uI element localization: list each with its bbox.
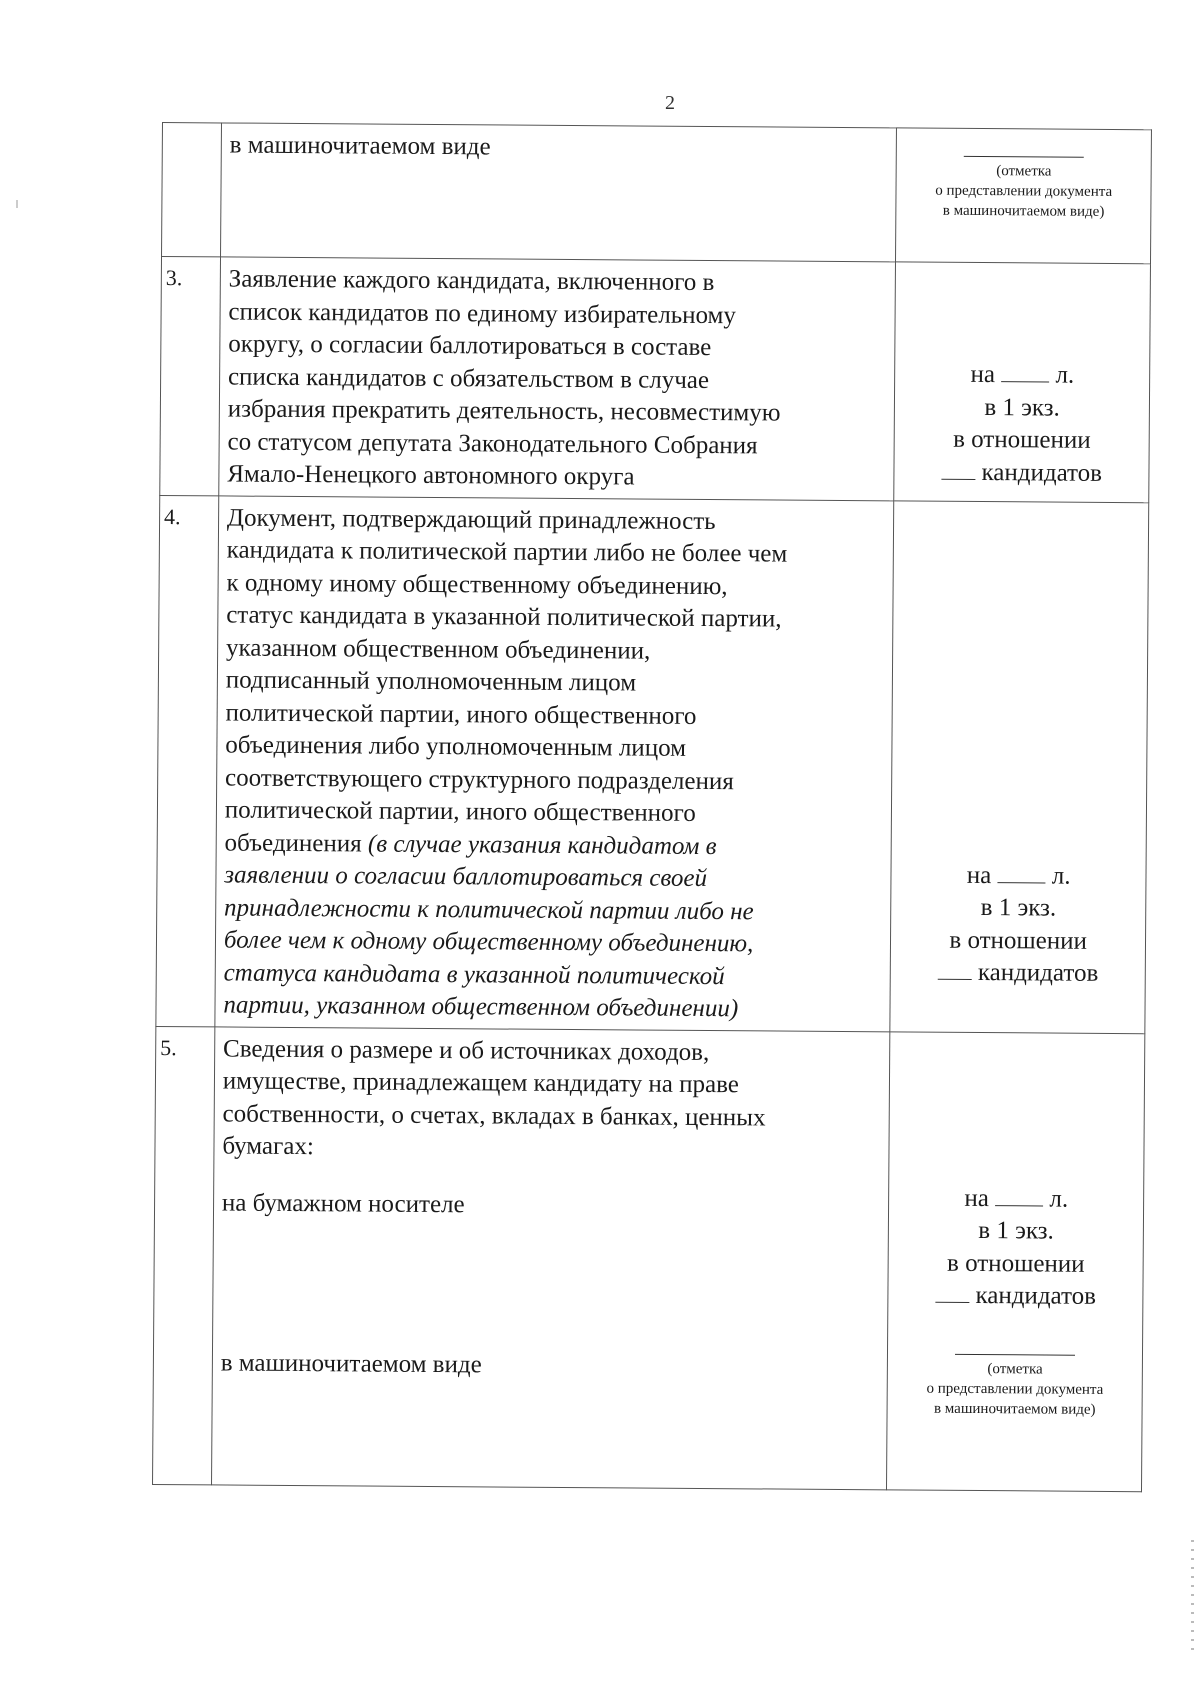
blank-field (998, 881, 1046, 883)
page-number: 2 (665, 92, 675, 114)
row-note (890, 500, 1148, 1033)
documents-table (152, 122, 1152, 1492)
copies-count: в 1 экз. (978, 1217, 1054, 1245)
relation-label: в отношении (949, 926, 1088, 955)
row-description (220, 123, 896, 262)
blank-field (995, 1204, 1043, 1206)
description-line: избрания прекратить деятельность, несовместимую (227, 395, 781, 427)
description-line: политической партии, иного общественного (225, 698, 697, 730)
row-description (219, 257, 896, 500)
description-line: со статусом депутата Законодательного Собрания (227, 427, 758, 459)
relation-label: в отношении (946, 1249, 1085, 1278)
mark-caption-line: о представлении документа (926, 1380, 1104, 1398)
blank-field (941, 477, 975, 479)
description-line: Документ, подтверждающий принадлежность (226, 503, 716, 535)
description-line: указанном общественном объединении, (225, 633, 651, 665)
row-description (211, 1026, 890, 1489)
machine-label: в машиночитаемом виде (220, 1349, 482, 1379)
description-line: списка кандидатов с обязательством в случае (227, 362, 710, 394)
description-line: статуса кандидата в указанной политической (223, 958, 725, 990)
row-description (215, 495, 894, 1031)
mark-caption-line: (отметка (996, 163, 1052, 180)
description-line: к одному иному общественному объединению, (226, 568, 728, 600)
sheet-count: на л. (966, 861, 1071, 890)
candidates-count: кандидатов (889, 1279, 1143, 1313)
mark-line (964, 155, 1084, 158)
description-line: кандидата к политической партии либо не более чем (226, 536, 788, 568)
row-number: 3. (160, 257, 221, 496)
sheet-count: на л. (964, 1184, 1069, 1213)
candidates-count: кандидатов (895, 456, 1149, 490)
description-line: соответствующего структурного подразделения (224, 763, 734, 795)
description-line: Ямало-Ненецкого автономного округа (227, 460, 635, 491)
mark-line (955, 1352, 1075, 1355)
description-line: статус кандидата в указанной политической партии, (226, 601, 782, 633)
description-line: партии, указанном общественном объединении) (223, 991, 739, 1023)
mark-caption-line: в машиночитаемом виде) (933, 1400, 1096, 1418)
blank-field (935, 1301, 969, 1303)
description-line: заявлении о согласии баллотироваться своей (224, 861, 708, 893)
row-note (894, 262, 1150, 502)
scan-artifact (16, 200, 18, 208)
description-line: объединения либо уполномоченным лицом (225, 731, 687, 762)
mark-caption-line: в машиночитаемом виде) (942, 202, 1105, 220)
description-line: имуществе, принадлежащем кандидату на праве (222, 1067, 740, 1099)
row-note (887, 1031, 1145, 1491)
table-row (153, 1026, 1145, 1491)
scan-artifact-dots (1191, 1540, 1194, 1650)
description-line: собственности, о счетах, вкладах в банках, ценных (222, 1099, 766, 1131)
row-number: 4. (156, 495, 219, 1026)
table-row (160, 257, 1151, 503)
description-line: бумагах: (222, 1132, 314, 1161)
row-note (896, 128, 1152, 264)
description-line: подписанный уполномоченным лицом (225, 666, 637, 697)
table-row (156, 495, 1149, 1033)
copies-count: в 1 экз. (980, 894, 1057, 922)
table-row (162, 123, 1152, 264)
description-line: политической партии, иного общественного (224, 796, 696, 827)
description-line: Сведения о размере и об источниках доходов, (222, 1034, 710, 1066)
description-line: объединения (в случае указания кандидатом в (224, 828, 717, 860)
row-number: 5. (153, 1026, 215, 1484)
description-line: более чем к одному общественному объединению, (223, 926, 754, 958)
description-text: в машиночитаемом виде (229, 131, 491, 161)
candidates-count: кандидатов (891, 956, 1145, 990)
paper-label: на бумажном носителе (221, 1188, 465, 1218)
mark-caption-line: (отметка (987, 1360, 1043, 1377)
description-line: принадлежности к политической партии либо не (224, 893, 754, 925)
description-line: Заявление каждого кандидата, включенного в (228, 265, 715, 297)
description-line: округу, о согласии баллотироваться в составе (228, 330, 712, 362)
blank-field (1001, 380, 1049, 382)
relation-label: в отношении (953, 425, 1091, 454)
sheet-count: на л. (970, 360, 1075, 389)
blank-field (938, 978, 972, 980)
mark-caption-line: о представлении документа (935, 182, 1113, 200)
copies-count: в 1 экз. (984, 393, 1060, 422)
description-line: список кандидатов по единому избирательному (228, 297, 736, 329)
row-number (162, 123, 222, 257)
